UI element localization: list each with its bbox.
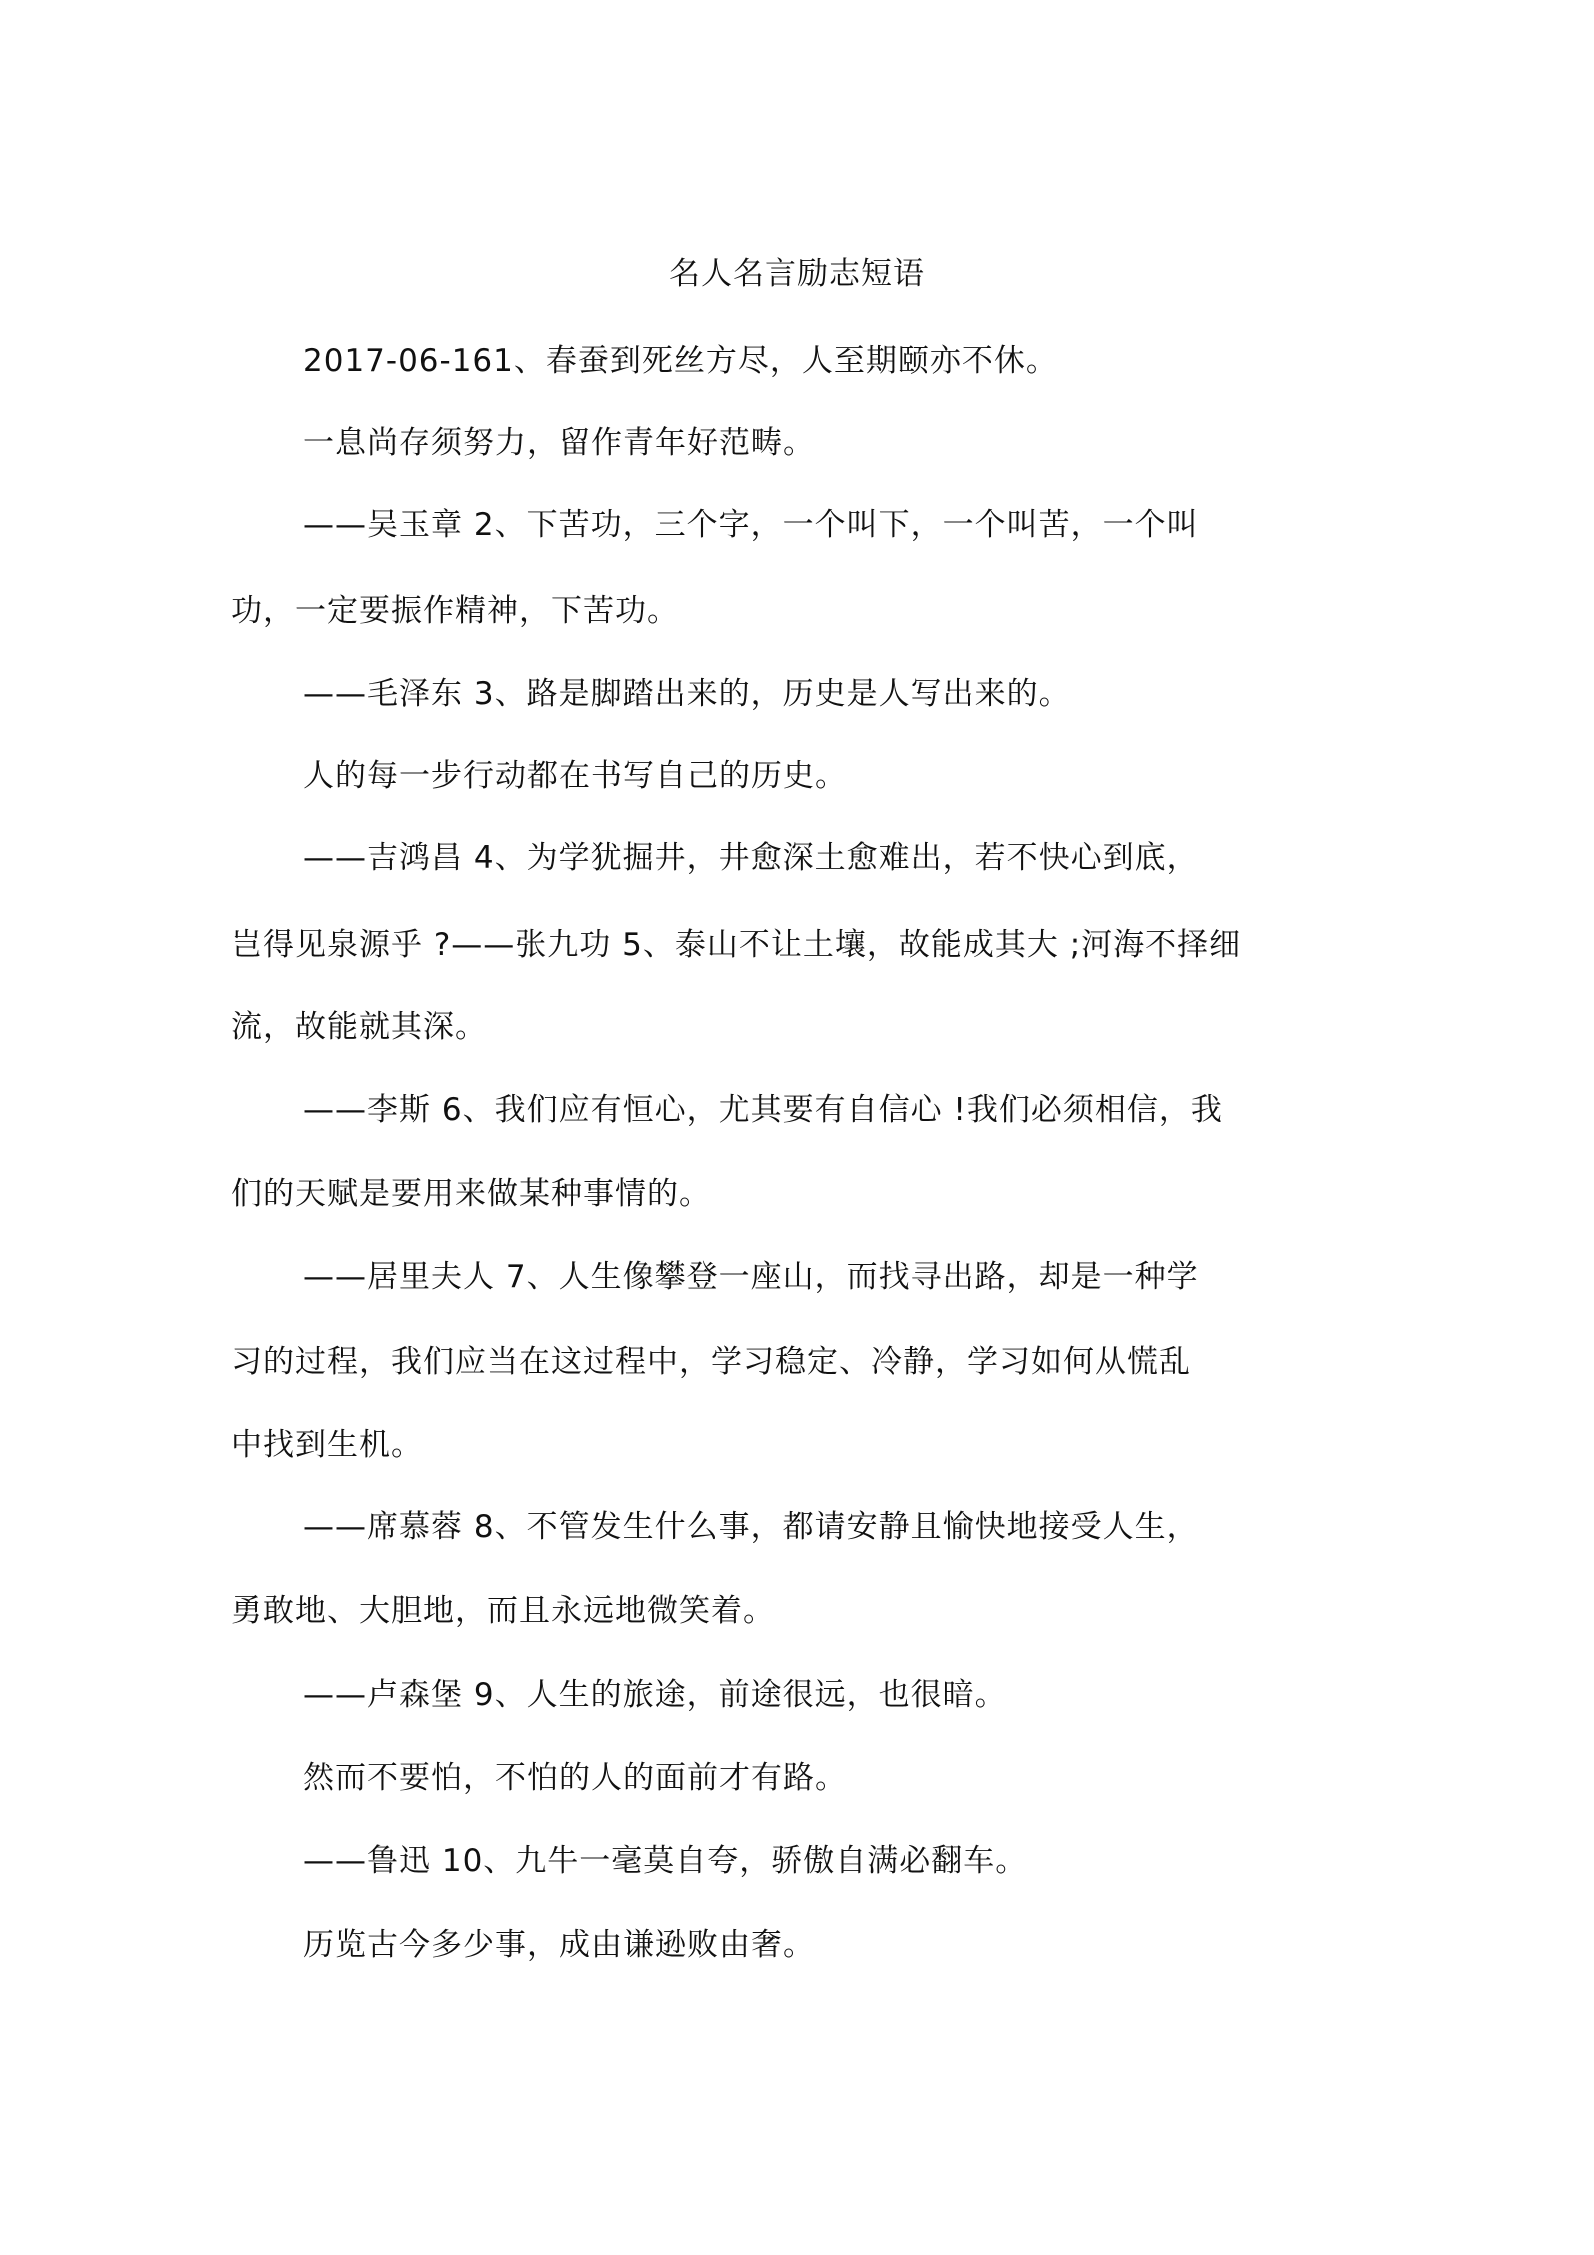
text-line: 们的天赋是要用来做某种事情的。: [231, 1176, 711, 1212]
text-line: 勇敢地、大胆地，而且永远地微笑着。: [231, 1593, 775, 1629]
text-line: 习的过程，我们应当在这过程中，学习稳定、冷静，学习如何从慌乱: [231, 1344, 1191, 1380]
text-line: ——鲁迅 10、九牛一毫莫自夸，骄傲自满必翻车。: [303, 1843, 1028, 1879]
text-line: ——居里夫人 7、人生像攀登一座山，而找寻出路，却是一种学: [303, 1259, 1199, 1295]
text-line: 历览古今多少事，成由谦逊败由奢。: [303, 1927, 815, 1963]
text-line: 流，故能就其深。: [231, 1009, 487, 1045]
text-line: 2017-06-161、春蚕到死丝方尽，人至期颐亦不休。: [303, 343, 1058, 379]
text-line: 中找到生机。: [231, 1427, 423, 1463]
text-line: ——席慕蓉 8、不管发生什么事，都请安静且愉快地接受人生，: [303, 1509, 1199, 1545]
text-line: ——吉鸿昌 4、为学犹掘井，井愈深土愈难出，若不快心到底，: [303, 840, 1199, 876]
text-line: 然而不要怕，不怕的人的面前才有路。: [303, 1760, 847, 1796]
text-line: 人的每一步行动都在书写自己的历史。: [303, 758, 847, 794]
text-line: 一息尚存须努力，留作青年好范畴。: [303, 425, 815, 461]
text-line: ——毛泽东 3、路是脚踏出来的，历史是人写出来的。: [303, 676, 1071, 712]
text-line: ——卢森堡 9、人生的旅途，前途很远，也很暗。: [303, 1677, 1007, 1713]
text-line: ——吴玉章 2、下苦功，三个字，一个叫下，一个叫苦，一个叫: [303, 507, 1199, 543]
document-title: 名人名言励志短语: [669, 256, 925, 292]
text-line: 功，一定要振作精神，下苦功。: [231, 593, 679, 629]
text-line: ——李斯 6、我们应有恒心，尤其要有自信心 !我们必须相信，我: [303, 1092, 1223, 1128]
text-line: 岂得见泉源乎 ?——张九功 5、泰山不让土壤，故能成其大 ;河海不择细: [231, 927, 1242, 963]
